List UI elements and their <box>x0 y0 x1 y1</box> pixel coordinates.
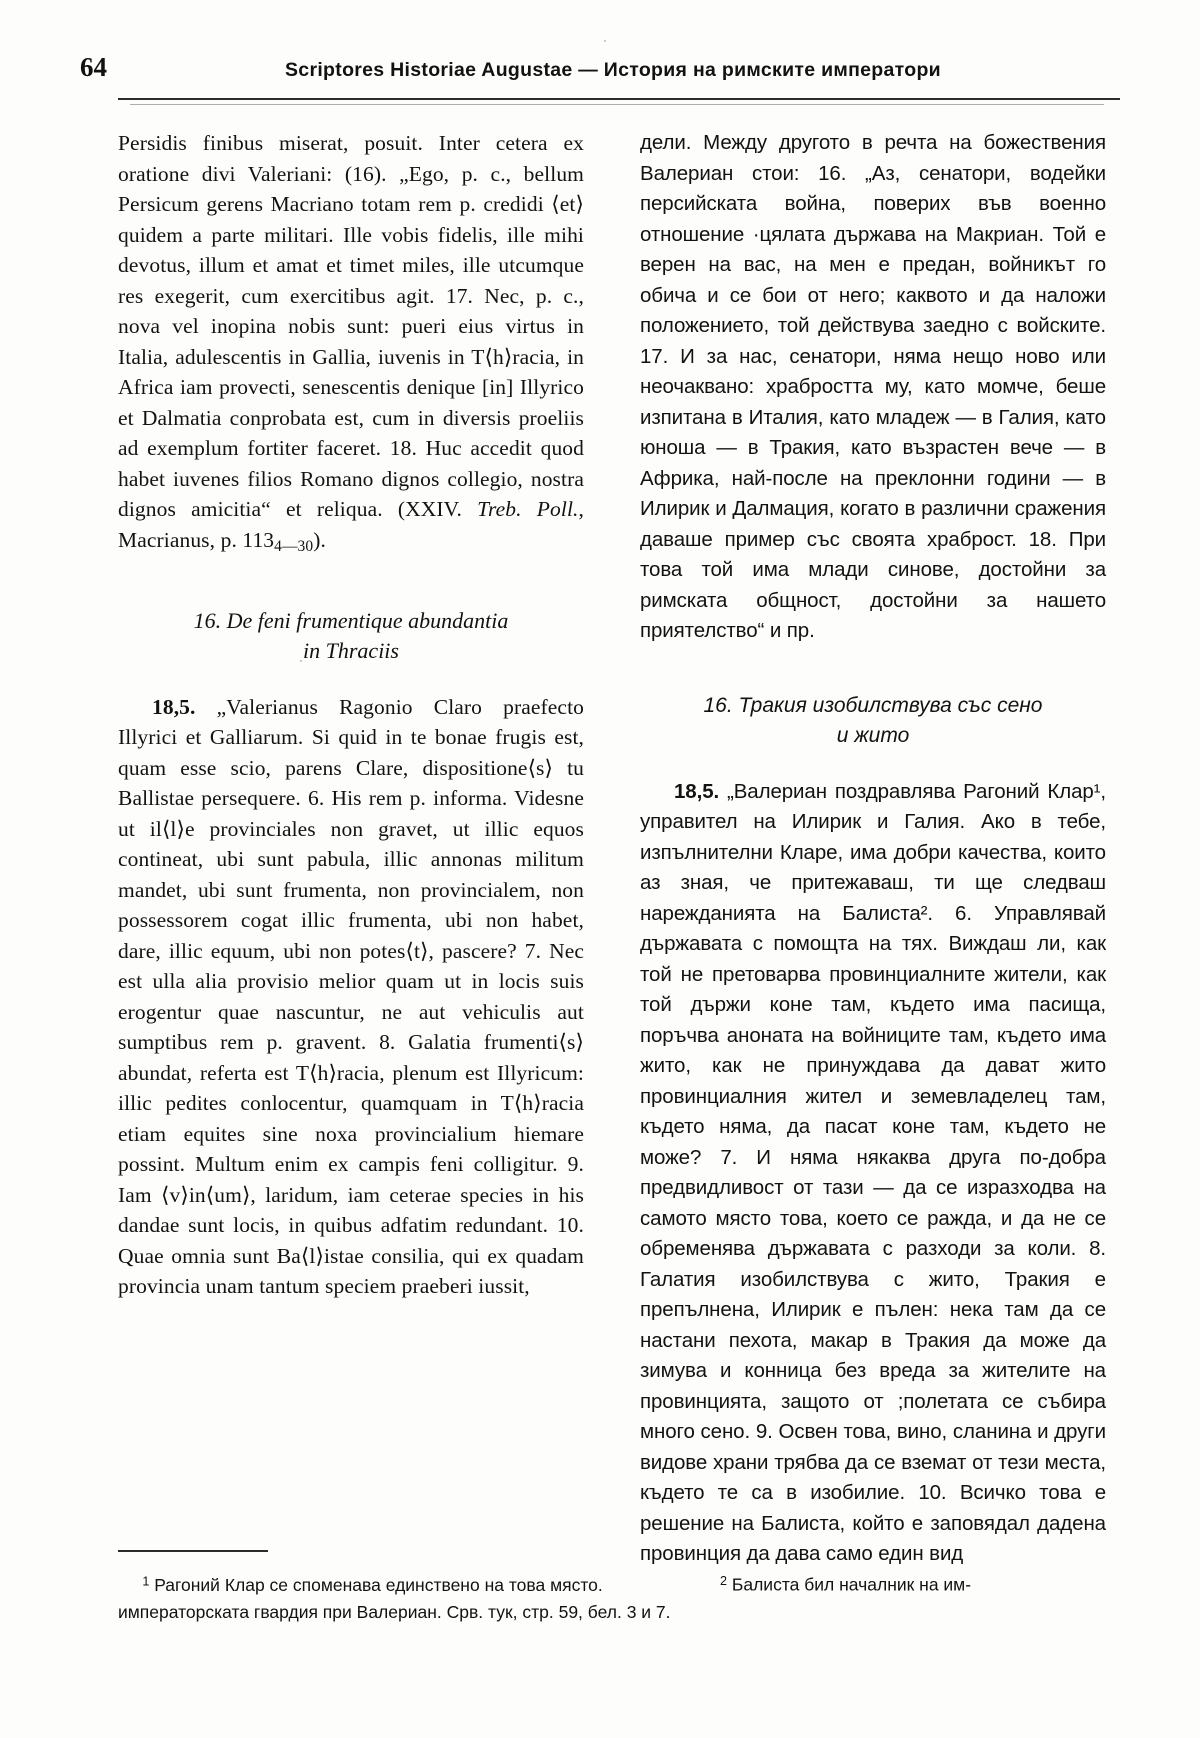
two-column-body <box>118 128 1120 1570</box>
footnotes-area <box>118 1550 1120 1626</box>
cyrillic-section-heading <box>640 691 1106 751</box>
footnote-separator <box>118 1550 268 1552</box>
cyrillic-section-heading-line2: и жито <box>836 723 910 747</box>
latin-paragraph-2 <box>118 692 584 1302</box>
footnote-2-text: Балиста бил началник на им- <box>727 1575 972 1595</box>
cyrillic-paragraph-2-text: „Валериан поздравлява Рагоний Клар¹, управител на Илирик и Галия. Ако в тебе, изпълнителни Кларе, има добри качества, които аз зная, че притежаваш, ти ще следваш нарежданията на Балиста². 6. Управлявай държавата с помощта на тях. Виждаш ли, как той не претоварва провинциалните жители, как той държи коне там, където има пасища, поръчва аноната на войниците там, където има жито, как не принуждава да дават жито провинциалния жител и земевладелец там, където няма, да пасат коне там, където не може? 7. И няма някаква друга по-добра предвидливост от тази — да се изразходва на самото място това, което се ражда, и да не се обременява държавата с разходи за коли. 8. Галатия изобилствува с жито, Тракия е препълнена, Илирик е пълен: нека там да се настани пехота, макар в Тракия да може да зимува и конница без вреда за жителите на провинцията, защото от ;полетата се събира много сено. 9. Освен това, вино, сланина и други видове храни трябва да се вземат от тези места, където те са в изобилие. 10. Всичко това е решение на Балиста, който е заповядал дадена провинция да дава само един вид <box>640 779 1106 1565</box>
page-header <box>80 52 1120 83</box>
footnote-1 <box>118 1575 603 1595</box>
cyrillic-paragraph-1: дели. Между другото в речта на божествения Валериан стои: 16. „Аз, сенатори, водейки персийската война, поверих във военно отношение ·цялата държава на Макриан. Той е верен на вас, на мен е предан, войникът го обича и се бои от него; каквото и да наложи положението, той действува заедно с войските. 17. И за нас, сенатори, няма нещо ново или неочаквано: храбростта му, като момче, беше изпитана в Италия, като младеж — в Галия, като юноша — в Тракия, като възрастен вече — в Африка, най-после на преклонни години — в Илирик и Далмация, когато в различни сражения даваше пример със своята храброст. 18. При това той има млади синове, достойни за римската общност, достойни за нашето приятелство“ и пр. <box>640 131 1106 642</box>
cyrillic-section-heading-line1: 16. Тракия изобилствува със сено <box>703 693 1043 717</box>
latin-paragraph-1 <box>118 128 584 562</box>
column-cyrillic <box>640 128 1106 1570</box>
latin-section-heading <box>118 606 584 666</box>
footnote-1-continuation: императорската гвардия при Валериан. Срв. тук, стр. 59, бел. 3 и 7. <box>118 1602 671 1622</box>
footnote-1-marker: 1 <box>142 1574 150 1589</box>
column-latin <box>118 128 584 1570</box>
footnote-2 <box>720 1568 1120 1599</box>
latin-citation-author: Treb. Poll. <box>477 497 579 521</box>
latin-section-heading-line2: in Thraciis <box>303 637 399 663</box>
footnote-block <box>118 1568 1120 1626</box>
cyrillic-paragraph-2 <box>640 777 1106 1570</box>
latin-paragraph-2-lead: 18,5. <box>152 694 196 719</box>
latin-paragraph-2-text: „Valerianus Ragonio Claro praefecto Illyrici et Galliarum. Si quid in te bonae frugis est, quam esse scio, parens Clare, dispositione⟨s⟩ tu Ballistae persequere. 6. His rem p. informa. Videsne ut il⟨l⟩e provinciales non gravet, ut illic equos contineat, ubi sunt pabula, illic annonas militum mandet, ubi sunt frumenta, non provincialem, non possessorem cogat illic frumenta, ubi non habet, dare, illic equum, ubi non potes⟨t⟩, pascere? 7. Nec est ulla alia provisio melior quam ut in locis suis erogentur quae nascuntur, ne aut vehiculis aut sumptibus rem p. gravent. 8. Galatia frumenti⟨s⟩ abundat, referta est T⟨h⟩racia, plenum est Illyricum: illic pedites conlocentur, quamquam in T⟨h⟩racia etiam equites sine noxa provincialium hiemare possint. Multum enim ex campis feni colligitur. 9. Iam ⟨v⟩in⟨um⟩, laridum, iam ceterae species in his dandae sunt locis, in quibus adfatim redundant. 10. Quae omnia sunt Ba⟨l⟩istae consilia, qui ex quadam provincia unam tantum speciem praeberi iussit, <box>118 694 584 1299</box>
paper-speck <box>604 40 606 42</box>
paper-speck <box>300 660 302 662</box>
footnote-2-marker: 2 <box>720 1574 728 1589</box>
footnote-1-text-a: Рагоний Клар се споменава единствено на това място. <box>149 1575 603 1595</box>
page-number: 64 <box>80 52 107 82</box>
header-rule-secondary <box>130 104 1104 105</box>
latin-citation-close: ). <box>313 527 326 552</box>
running-title: Scriptores Historiae Augustae — История на римските императори <box>285 59 941 81</box>
header-rule <box>118 98 1120 100</box>
latin-section-heading-line1: 16. De feni frumentique abundantia <box>193 607 509 633</box>
latin-citation-lines: 4—30 <box>274 537 314 555</box>
cyrillic-paragraph-2-lead: 18,5. <box>674 779 720 803</box>
latin-citation-ref: , Macrianus, p. 113 <box>118 497 584 552</box>
latin-paragraph-1-text: Persidis finibus miserat, posuit. Inter cetera ex oratione divi Valeriani: (16). „Ego, p. c., bellum Persicum gerens Macriano totam rem p. credidi ⟨et⟩ quidem a parte militari. Ille vobis fidelis, ille mihi devotus, illum et amat et timet miles, ille utcumque res exegerit, cum exercitibus agit. 17. Nec, p. c., nova vel inopina nobis sunt: pueri eius virtus in Italia, adulescentis in Gallia, iuvenis in T⟨h⟩racia, in Africa iam provecti, senescentis denique [in] Illyrico et Dalmatia conprobata est, cum in diversis proeliis ad exemplum fortiter faceret. 18. Huc accedit quod habet iuvenes filios Romano dignos collegio, nostra dignos amicitia“ et reliqua. (XXIV. <box>118 131 584 521</box>
